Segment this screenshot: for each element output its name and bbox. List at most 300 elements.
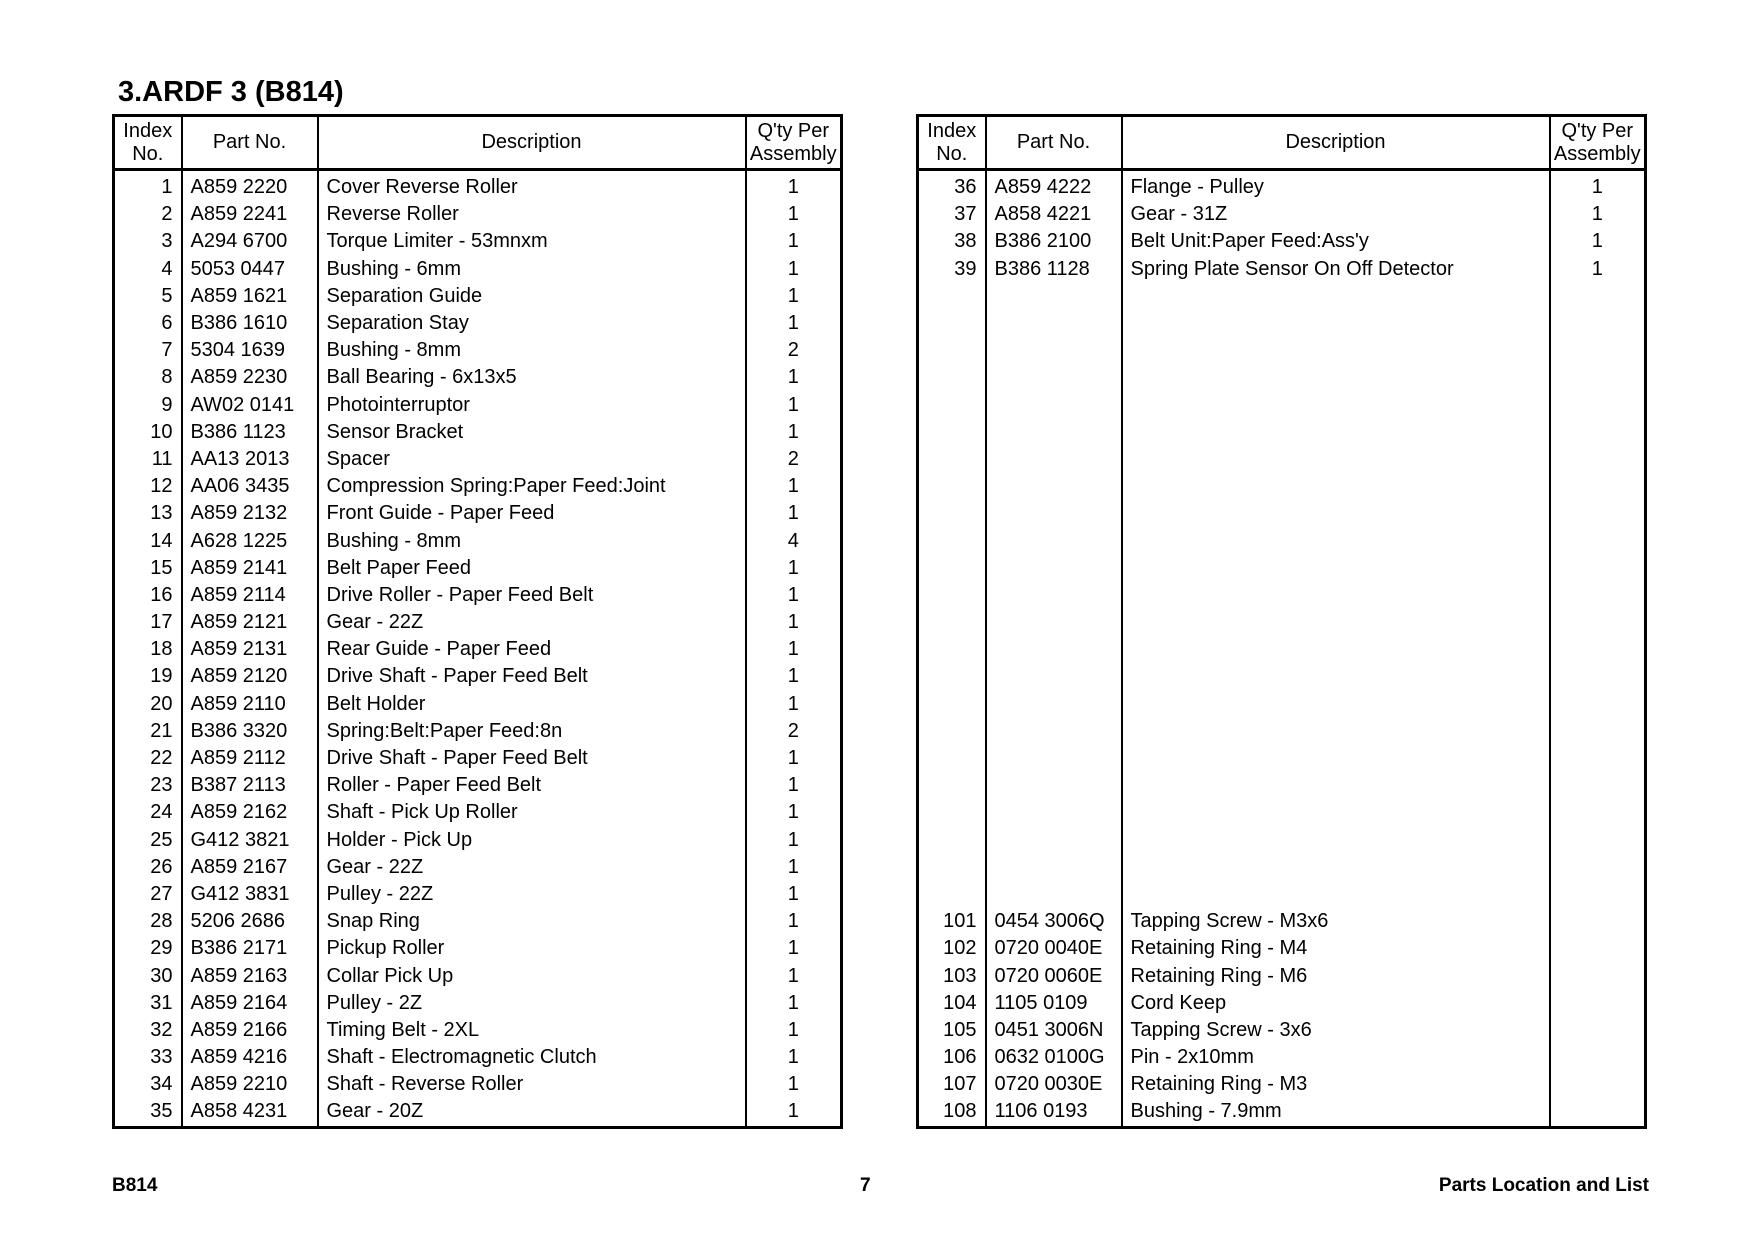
cell-qty (1550, 364, 1646, 391)
table-row (114, 636, 842, 663)
cell-description: Photointerruptor (318, 392, 746, 419)
cell-part-no: B386 1610 (182, 310, 318, 337)
cell-qty: 2 (746, 718, 842, 745)
cell-description (1122, 745, 1550, 772)
table-row (114, 718, 842, 745)
cell-qty (1550, 1017, 1646, 1044)
cell-part-no (986, 555, 1122, 582)
cell-qty (1550, 582, 1646, 609)
cell-index-no: 35 (150, 1100, 173, 1123)
cell-description: Reverse Roller (318, 201, 746, 228)
cell-part-no (986, 500, 1122, 527)
cell-index-no: 16 (150, 583, 173, 606)
cell-qty (1550, 990, 1646, 1017)
table-row (114, 799, 842, 826)
cell-index-no (918, 609, 986, 636)
cell-part-no: 0720 0040E (986, 935, 1122, 962)
table-row (918, 473, 1646, 500)
table-row (918, 555, 1646, 582)
header-description: Description (318, 116, 746, 170)
cell-part-no (986, 718, 1122, 745)
table-row (114, 691, 842, 718)
cell-index-no: 27 (150, 882, 173, 905)
cell-index-no: 23 (150, 774, 173, 797)
cell-index-no: 3 (161, 230, 173, 253)
cell-part-no (986, 881, 1122, 908)
cell-index-no: 102 (943, 937, 977, 960)
cell-qty: 2 (746, 337, 842, 364)
cell-part-no: A859 2241 (182, 201, 318, 228)
cell-description (1122, 772, 1550, 799)
table-row (114, 854, 842, 881)
cell-part-no (986, 799, 1122, 826)
table-row (114, 582, 842, 609)
cell-qty: 1 (746, 609, 842, 636)
cell-qty (1550, 881, 1646, 908)
cell-index-no: 2 (161, 203, 173, 226)
cell-index-no: 101 (943, 910, 977, 933)
table-row (918, 745, 1646, 772)
cell-qty (1550, 527, 1646, 554)
cell-index-no: 7 (161, 339, 173, 362)
cell-qty (1550, 337, 1646, 364)
cell-part-no: 5304 1639 (182, 337, 318, 364)
cell-index-no (918, 636, 986, 663)
header-part-no: Part No. (182, 116, 318, 170)
cell-part-no: 0720 0030E (986, 1071, 1122, 1098)
cell-part-no (986, 636, 1122, 663)
cell-index-no: 32 (150, 1018, 173, 1041)
table-row (114, 256, 842, 283)
table-row (114, 1017, 842, 1044)
cell-qty: 1 (746, 555, 842, 582)
cell-index-no: 5 (161, 284, 173, 307)
table-row (918, 1044, 1646, 1071)
cell-qty (1550, 962, 1646, 989)
cell-description (1122, 854, 1550, 881)
footer-model: B814 (112, 1175, 158, 1196)
cell-part-no: G412 3821 (182, 827, 318, 854)
cell-description (1122, 527, 1550, 554)
cell-description: Cord Keep (1122, 990, 1550, 1017)
header-index-no: Index No. (918, 116, 986, 170)
cell-part-no (986, 527, 1122, 554)
table-row (918, 691, 1646, 718)
cell-qty (1550, 392, 1646, 419)
cell-qty: 1 (746, 962, 842, 989)
table-row (918, 990, 1646, 1017)
cell-index-no: 13 (150, 502, 173, 525)
table-row (114, 337, 842, 364)
table-row (114, 772, 842, 799)
cell-index-no: 28 (150, 910, 173, 933)
table-row (114, 1044, 842, 1071)
table-row (918, 799, 1646, 826)
cell-part-no (986, 364, 1122, 391)
cell-part-no (986, 691, 1122, 718)
cell-index-no (918, 718, 986, 745)
cell-index-no: 31 (150, 991, 173, 1014)
cell-part-no: A859 2162 (182, 799, 318, 826)
table-row (918, 500, 1646, 527)
cell-part-no: A859 2120 (182, 663, 318, 690)
table-row (114, 473, 842, 500)
cell-description (1122, 310, 1550, 337)
cell-qty: 1 (746, 1098, 842, 1127)
cell-index-no: 34 (150, 1073, 173, 1096)
cell-part-no: 1105 0109 (986, 990, 1122, 1017)
cell-index-no: 108 (943, 1100, 977, 1123)
table-row (114, 1098, 842, 1127)
table-row (114, 990, 842, 1017)
table-row (918, 1017, 1646, 1044)
cell-qty: 1 (746, 310, 842, 337)
cell-description (1122, 582, 1550, 609)
cell-index-no: 12 (150, 475, 173, 498)
cell-description: Bushing - 8mm (318, 527, 746, 554)
table-row (918, 718, 1646, 745)
cell-part-no: B386 2100 (986, 228, 1122, 255)
cell-part-no: B387 2113 (182, 772, 318, 799)
parts-table-right-body (918, 170, 1646, 1128)
cell-index-no: 33 (150, 1046, 173, 1069)
cell-qty (1550, 446, 1646, 473)
table-row (918, 527, 1646, 554)
cell-part-no (986, 854, 1122, 881)
cell-index-no: 26 (150, 855, 173, 878)
cell-part-no: 0632 0100G (986, 1044, 1122, 1071)
cell-description (1122, 718, 1550, 745)
cell-part-no: A859 2114 (182, 582, 318, 609)
cell-description: Shaft - Pick Up Roller (318, 799, 746, 826)
cell-part-no: A859 2220 (182, 170, 318, 202)
cell-description: Front Guide - Paper Feed (318, 500, 746, 527)
cell-part-no (986, 337, 1122, 364)
table-row (114, 228, 842, 255)
cell-part-no (986, 419, 1122, 446)
table-row (918, 364, 1646, 391)
cell-description: Gear - 20Z (318, 1098, 746, 1127)
table-row (114, 881, 842, 908)
header-description: Description (1122, 116, 1550, 170)
cell-part-no: A859 2210 (182, 1071, 318, 1098)
cell-qty (1550, 663, 1646, 690)
cell-description: Gear - 31Z (1122, 201, 1550, 228)
cell-qty: 1 (746, 473, 842, 500)
cell-description: Separation Stay (318, 310, 746, 337)
cell-qty: 1 (746, 419, 842, 446)
cell-qty: 1 (746, 908, 842, 935)
cell-description: Spring:Belt:Paper Feed:8n (318, 718, 746, 745)
cell-description (1122, 609, 1550, 636)
cell-description: Cover Reverse Roller (318, 170, 746, 202)
table-row (918, 827, 1646, 854)
cell-qty: 1 (1550, 201, 1646, 228)
cell-description: Spring Plate Sensor On Off Detector (1122, 256, 1550, 283)
cell-qty (1550, 1044, 1646, 1071)
cell-description: Drive Shaft - Paper Feed Belt (318, 663, 746, 690)
cell-part-no: A859 1621 (182, 283, 318, 310)
table-row (918, 935, 1646, 962)
cell-qty: 1 (746, 170, 842, 202)
table-row (918, 170, 1646, 202)
cell-description: Roller - Paper Feed Belt (318, 772, 746, 799)
cell-index-no: 39 (954, 257, 977, 280)
cell-description: Belt Unit:Paper Feed:Ass'y (1122, 228, 1550, 255)
cell-part-no: A859 2121 (182, 609, 318, 636)
cell-description (1122, 473, 1550, 500)
cell-description: Drive Roller - Paper Feed Belt (318, 582, 746, 609)
cell-index-no: 38 (954, 230, 977, 253)
cell-description (1122, 283, 1550, 310)
table-row (918, 636, 1646, 663)
cell-description: Pulley - 22Z (318, 881, 746, 908)
cell-index-no: 106 (943, 1046, 977, 1069)
cell-qty: 1 (746, 500, 842, 527)
cell-description: Separation Guide (318, 283, 746, 310)
cell-part-no: A859 2141 (182, 555, 318, 582)
cell-description (1122, 419, 1550, 446)
cell-qty: 1 (746, 283, 842, 310)
cell-description: Retaining Ring - M6 (1122, 962, 1550, 989)
cell-qty: 1 (746, 201, 842, 228)
cell-part-no: A859 2167 (182, 854, 318, 881)
table-row (114, 745, 842, 772)
cell-qty (1550, 1071, 1646, 1098)
cell-qty: 1 (746, 990, 842, 1017)
cell-part-no: 5206 2686 (182, 908, 318, 935)
cell-description: Torque Limiter - 53mnxm (318, 228, 746, 255)
cell-qty (1550, 772, 1646, 799)
cell-part-no (986, 827, 1122, 854)
table-row (114, 170, 842, 202)
cell-description: Holder - Pick Up (318, 827, 746, 854)
cell-description (1122, 636, 1550, 663)
cell-qty (1550, 935, 1646, 962)
cell-qty (1550, 1098, 1646, 1127)
cell-index-no (918, 364, 986, 391)
cell-description: Pickup Roller (318, 935, 746, 962)
cell-index-no (918, 392, 986, 419)
cell-qty: 1 (1550, 228, 1646, 255)
cell-index-no: 4 (161, 257, 173, 280)
cell-index-no: 37 (954, 203, 977, 226)
cell-qty: 1 (746, 364, 842, 391)
table-row (114, 555, 842, 582)
cell-qty: 1 (746, 935, 842, 962)
table-row (114, 419, 842, 446)
table-row (918, 337, 1646, 364)
table-row (918, 908, 1646, 935)
cell-part-no: A859 4222 (986, 170, 1122, 202)
cell-qty: 1 (746, 1017, 842, 1044)
cell-qty: 1 (746, 827, 842, 854)
cell-part-no: 5053 0447 (182, 256, 318, 283)
cell-qty: 1 (1550, 170, 1646, 202)
table-row (918, 881, 1646, 908)
table-row (114, 935, 842, 962)
header-part-no: Part No. (986, 116, 1122, 170)
cell-index-no (918, 555, 986, 582)
cell-index-no (918, 446, 986, 473)
cell-description (1122, 337, 1550, 364)
cell-index-no: 1 (161, 176, 173, 199)
cell-description: Drive Shaft - Paper Feed Belt (318, 745, 746, 772)
cell-description (1122, 364, 1550, 391)
footer-page-number: 7 (860, 1175, 871, 1196)
table-row (918, 582, 1646, 609)
cell-index-no: 20 (150, 692, 173, 715)
cell-qty: 4 (746, 527, 842, 554)
cell-qty (1550, 691, 1646, 718)
cell-index-no: 24 (150, 801, 173, 824)
cell-index-no (918, 691, 986, 718)
cell-qty (1550, 745, 1646, 772)
cell-index-no (918, 854, 986, 881)
cell-qty: 1 (746, 228, 842, 255)
cell-part-no: A294 6700 (182, 228, 318, 255)
table-row (918, 854, 1646, 881)
table-row (114, 527, 842, 554)
cell-index-no: 21 (150, 719, 173, 742)
table-row (114, 500, 842, 527)
cell-qty: 1 (746, 854, 842, 881)
table-row (918, 256, 1646, 283)
cell-part-no: AW02 0141 (182, 392, 318, 419)
cell-index-no: 105 (943, 1018, 977, 1041)
cell-index-no: 10 (150, 420, 173, 443)
cell-qty (1550, 555, 1646, 582)
cell-description: Compression Spring:Paper Feed:Joint (318, 473, 746, 500)
cell-qty: 1 (746, 256, 842, 283)
parts-table-left-body (114, 170, 842, 1128)
cell-qty (1550, 419, 1646, 446)
cell-index-no: 11 (151, 447, 173, 470)
cell-description: Bushing - 7.9mm (1122, 1098, 1550, 1127)
cell-description: Retaining Ring - M4 (1122, 935, 1550, 962)
table-row (114, 392, 842, 419)
cell-qty: 1 (1550, 256, 1646, 283)
cell-qty: 1 (746, 799, 842, 826)
cell-part-no (986, 446, 1122, 473)
table-row (114, 962, 842, 989)
cell-qty (1550, 636, 1646, 663)
cell-part-no: 0720 0060E (986, 962, 1122, 989)
cell-part-no: A628 1225 (182, 527, 318, 554)
cell-description (1122, 799, 1550, 826)
table-row (918, 310, 1646, 337)
table-row (114, 201, 842, 228)
cell-qty (1550, 908, 1646, 935)
cell-description: Spacer (318, 446, 746, 473)
table-row (918, 1071, 1646, 1098)
cell-qty (1550, 718, 1646, 745)
cell-index-no: 29 (150, 937, 173, 960)
cell-qty (1550, 500, 1646, 527)
parts-table-right (916, 114, 1647, 1129)
cell-qty: 1 (746, 881, 842, 908)
table-row (114, 310, 842, 337)
cell-part-no: AA06 3435 (182, 473, 318, 500)
cell-description: Shaft - Electromagnetic Clutch (318, 1044, 746, 1071)
cell-part-no (986, 582, 1122, 609)
cell-description (1122, 555, 1550, 582)
cell-part-no: A858 4221 (986, 201, 1122, 228)
cell-index-no: 30 (150, 964, 173, 987)
cell-description: Bushing - 6mm (318, 256, 746, 283)
cell-part-no: A859 2112 (182, 745, 318, 772)
cell-index-no (918, 772, 986, 799)
table-row (918, 419, 1646, 446)
cell-index-no: 104 (943, 991, 977, 1014)
cell-description (1122, 446, 1550, 473)
cell-description (1122, 392, 1550, 419)
cell-part-no (986, 609, 1122, 636)
cell-index-no: 9 (161, 393, 173, 416)
cell-description: Gear - 22Z (318, 609, 746, 636)
table-row (114, 609, 842, 636)
cell-index-no: 25 (150, 828, 173, 851)
cell-part-no: A858 4231 (182, 1098, 318, 1127)
cell-index-no (918, 799, 986, 826)
cell-index-no: 107 (943, 1073, 977, 1096)
cell-part-no: A859 2164 (182, 990, 318, 1017)
cell-description: Rear Guide - Paper Feed (318, 636, 746, 663)
cell-part-no: B386 1123 (182, 419, 318, 446)
table-row (114, 1071, 842, 1098)
cell-part-no: A859 4216 (182, 1044, 318, 1071)
cell-qty: 1 (746, 636, 842, 663)
cell-qty: 1 (746, 772, 842, 799)
table-row (918, 446, 1646, 473)
cell-description: Pulley - 2Z (318, 990, 746, 1017)
cell-qty: 1 (746, 745, 842, 772)
cell-description: Collar Pick Up (318, 962, 746, 989)
cell-description: Bushing - 8mm (318, 337, 746, 364)
cell-description: Timing Belt - 2XL (318, 1017, 746, 1044)
cell-index-no (918, 473, 986, 500)
cell-part-no: G412 3831 (182, 881, 318, 908)
cell-index-no (918, 500, 986, 527)
cell-description: Ball Bearing - 6x13x5 (318, 364, 746, 391)
table-row (114, 663, 842, 690)
cell-index-no: 36 (954, 176, 977, 199)
cell-description: Snap Ring (318, 908, 746, 935)
table-row (918, 962, 1646, 989)
cell-description (1122, 691, 1550, 718)
cell-index-no: 17 (150, 611, 173, 634)
table-row (114, 446, 842, 473)
cell-description: Flange - Pulley (1122, 170, 1550, 202)
table-row (114, 283, 842, 310)
table-row (114, 827, 842, 854)
cell-description: Shaft - Reverse Roller (318, 1071, 746, 1098)
cell-part-no: B386 1128 (986, 256, 1122, 283)
cell-index-no (918, 283, 986, 310)
cell-qty (1550, 827, 1646, 854)
cell-index-no: 6 (161, 312, 173, 335)
cell-description: Tapping Screw - 3x6 (1122, 1017, 1550, 1044)
cell-part-no: B386 2171 (182, 935, 318, 962)
header-index-no: Index No. (114, 116, 182, 170)
cell-qty (1550, 283, 1646, 310)
cell-part-no (986, 772, 1122, 799)
cell-index-no: 15 (150, 556, 173, 579)
cell-part-no: A859 2230 (182, 364, 318, 391)
cell-part-no: A859 2132 (182, 500, 318, 527)
table-row (918, 228, 1646, 255)
cell-index-no: 22 (150, 747, 173, 770)
